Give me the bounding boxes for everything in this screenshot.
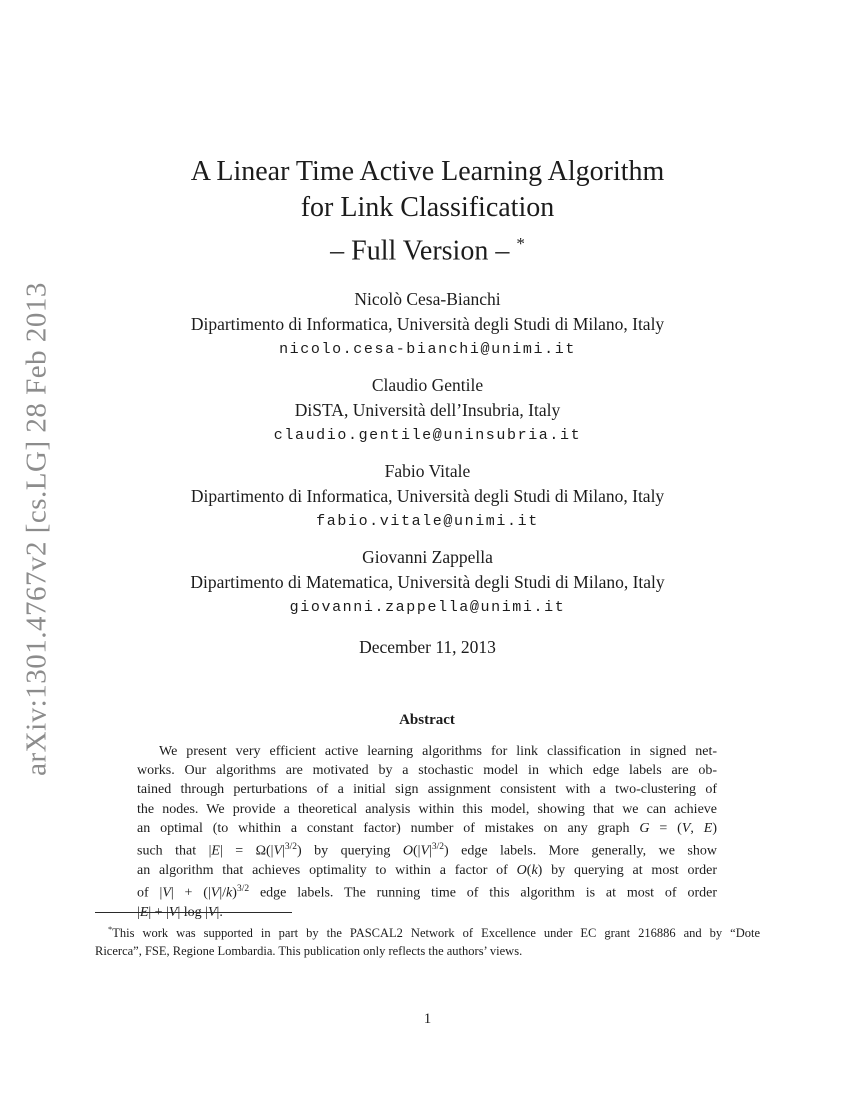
authors-block: [95, 287, 760, 659]
title-line-2: for Link Classification: [300, 192, 555, 223]
abstract-heading: Abstract: [399, 712, 455, 728]
paper-date: December 11, 2013: [359, 637, 496, 657]
abstract-line: works. Our algorithms are motivated by a stochastic model in which edge labels are ob-: [137, 763, 717, 779]
title-line-3: – Full Version – *: [330, 234, 525, 267]
author-name: Fabio Vitale: [384, 461, 471, 481]
author-email: fabio.vitale@unimi.it: [316, 513, 539, 530]
abstract-line: of $|V| + (|V|/k)^{3/2}$ edge labels. The running time of this algorithm is at most of order: [137, 884, 717, 901]
abstract-line: |E| + |V| log |V|.: [137, 904, 223, 920]
author-name: Giovanni Zappella: [362, 547, 493, 567]
abstract-line: We present very efficient active learning algorithms for link classification in signed net-: [159, 744, 717, 759]
author-block-3: [95, 459, 760, 535]
author-email: nicolo.cesa-bianchi@unimi.it: [279, 341, 576, 358]
footnote-rule: [95, 912, 292, 913]
footnote-marker: *: [108, 924, 113, 934]
author-affiliation: DiSTA, Università dell’Insubria, Italy: [294, 400, 561, 420]
abstract-line: an optimal (to whithin a constant factor) number of mistakes on any graph G = (V, E): [137, 820, 717, 836]
paper-title: [95, 154, 760, 269]
title-footnote-marker: *: [516, 234, 525, 253]
abstract-section: [137, 712, 717, 922]
footnote-section: [95, 912, 760, 960]
abstract-line: tained through perturbations of a initial sign assignment consistent with a two-clustering of: [137, 782, 717, 798]
arxiv-stamp: arXiv:1301.4767v2 [cs.LG] 28 Feb 2013: [20, 282, 53, 776]
author-name: Claudio Gentile: [371, 375, 484, 395]
author-affiliation: Dipartimento di Informatica, Università degli Studi di Milano, Italy: [190, 486, 665, 506]
abstract-line: the nodes. We provide a theoretical analysis within this model, showing that we can achieve: [137, 801, 717, 817]
author-block-2: [95, 373, 760, 449]
author-email: claudio.gentile@uninsubria.it: [273, 427, 582, 444]
footnote-text-line-2: Ricerca”, FSE, Regione Lombardia. This publication only reflects the authors’ views.: [95, 944, 523, 959]
author-email: giovanni.zappella@unimi.it: [289, 599, 566, 616]
abstract-line: such that $|E| = \Omega(|V|^{3/2})$ by querying $O(|V|^{3/2})$ edge labels. More generally, we show: [137, 842, 717, 859]
page-number: 1: [423, 1011, 432, 1027]
author-affiliation: Dipartimento di Informatica, Università degli Studi di Milano, Italy: [190, 314, 665, 334]
author-block-4: [95, 545, 760, 621]
abstract-line: an algorithm that achieves optimality to within a factor of O(k) by querying at most order: [137, 862, 718, 878]
abstract-text: [137, 742, 717, 922]
footnote-text-line-1: *This work was supported in part by the PASCAL2 Network of Excellence under EC grant 216886 and by “Dote: [108, 924, 760, 941]
author-name: Nicolò Cesa-Bianchi: [354, 289, 501, 309]
author-block-1: [95, 287, 760, 363]
author-affiliation: Dipartimento di Matematica, Università degli Studi di Milano, Italy: [190, 572, 665, 592]
title-line-1: A Linear Time Active Learning Algorithm: [190, 156, 665, 187]
